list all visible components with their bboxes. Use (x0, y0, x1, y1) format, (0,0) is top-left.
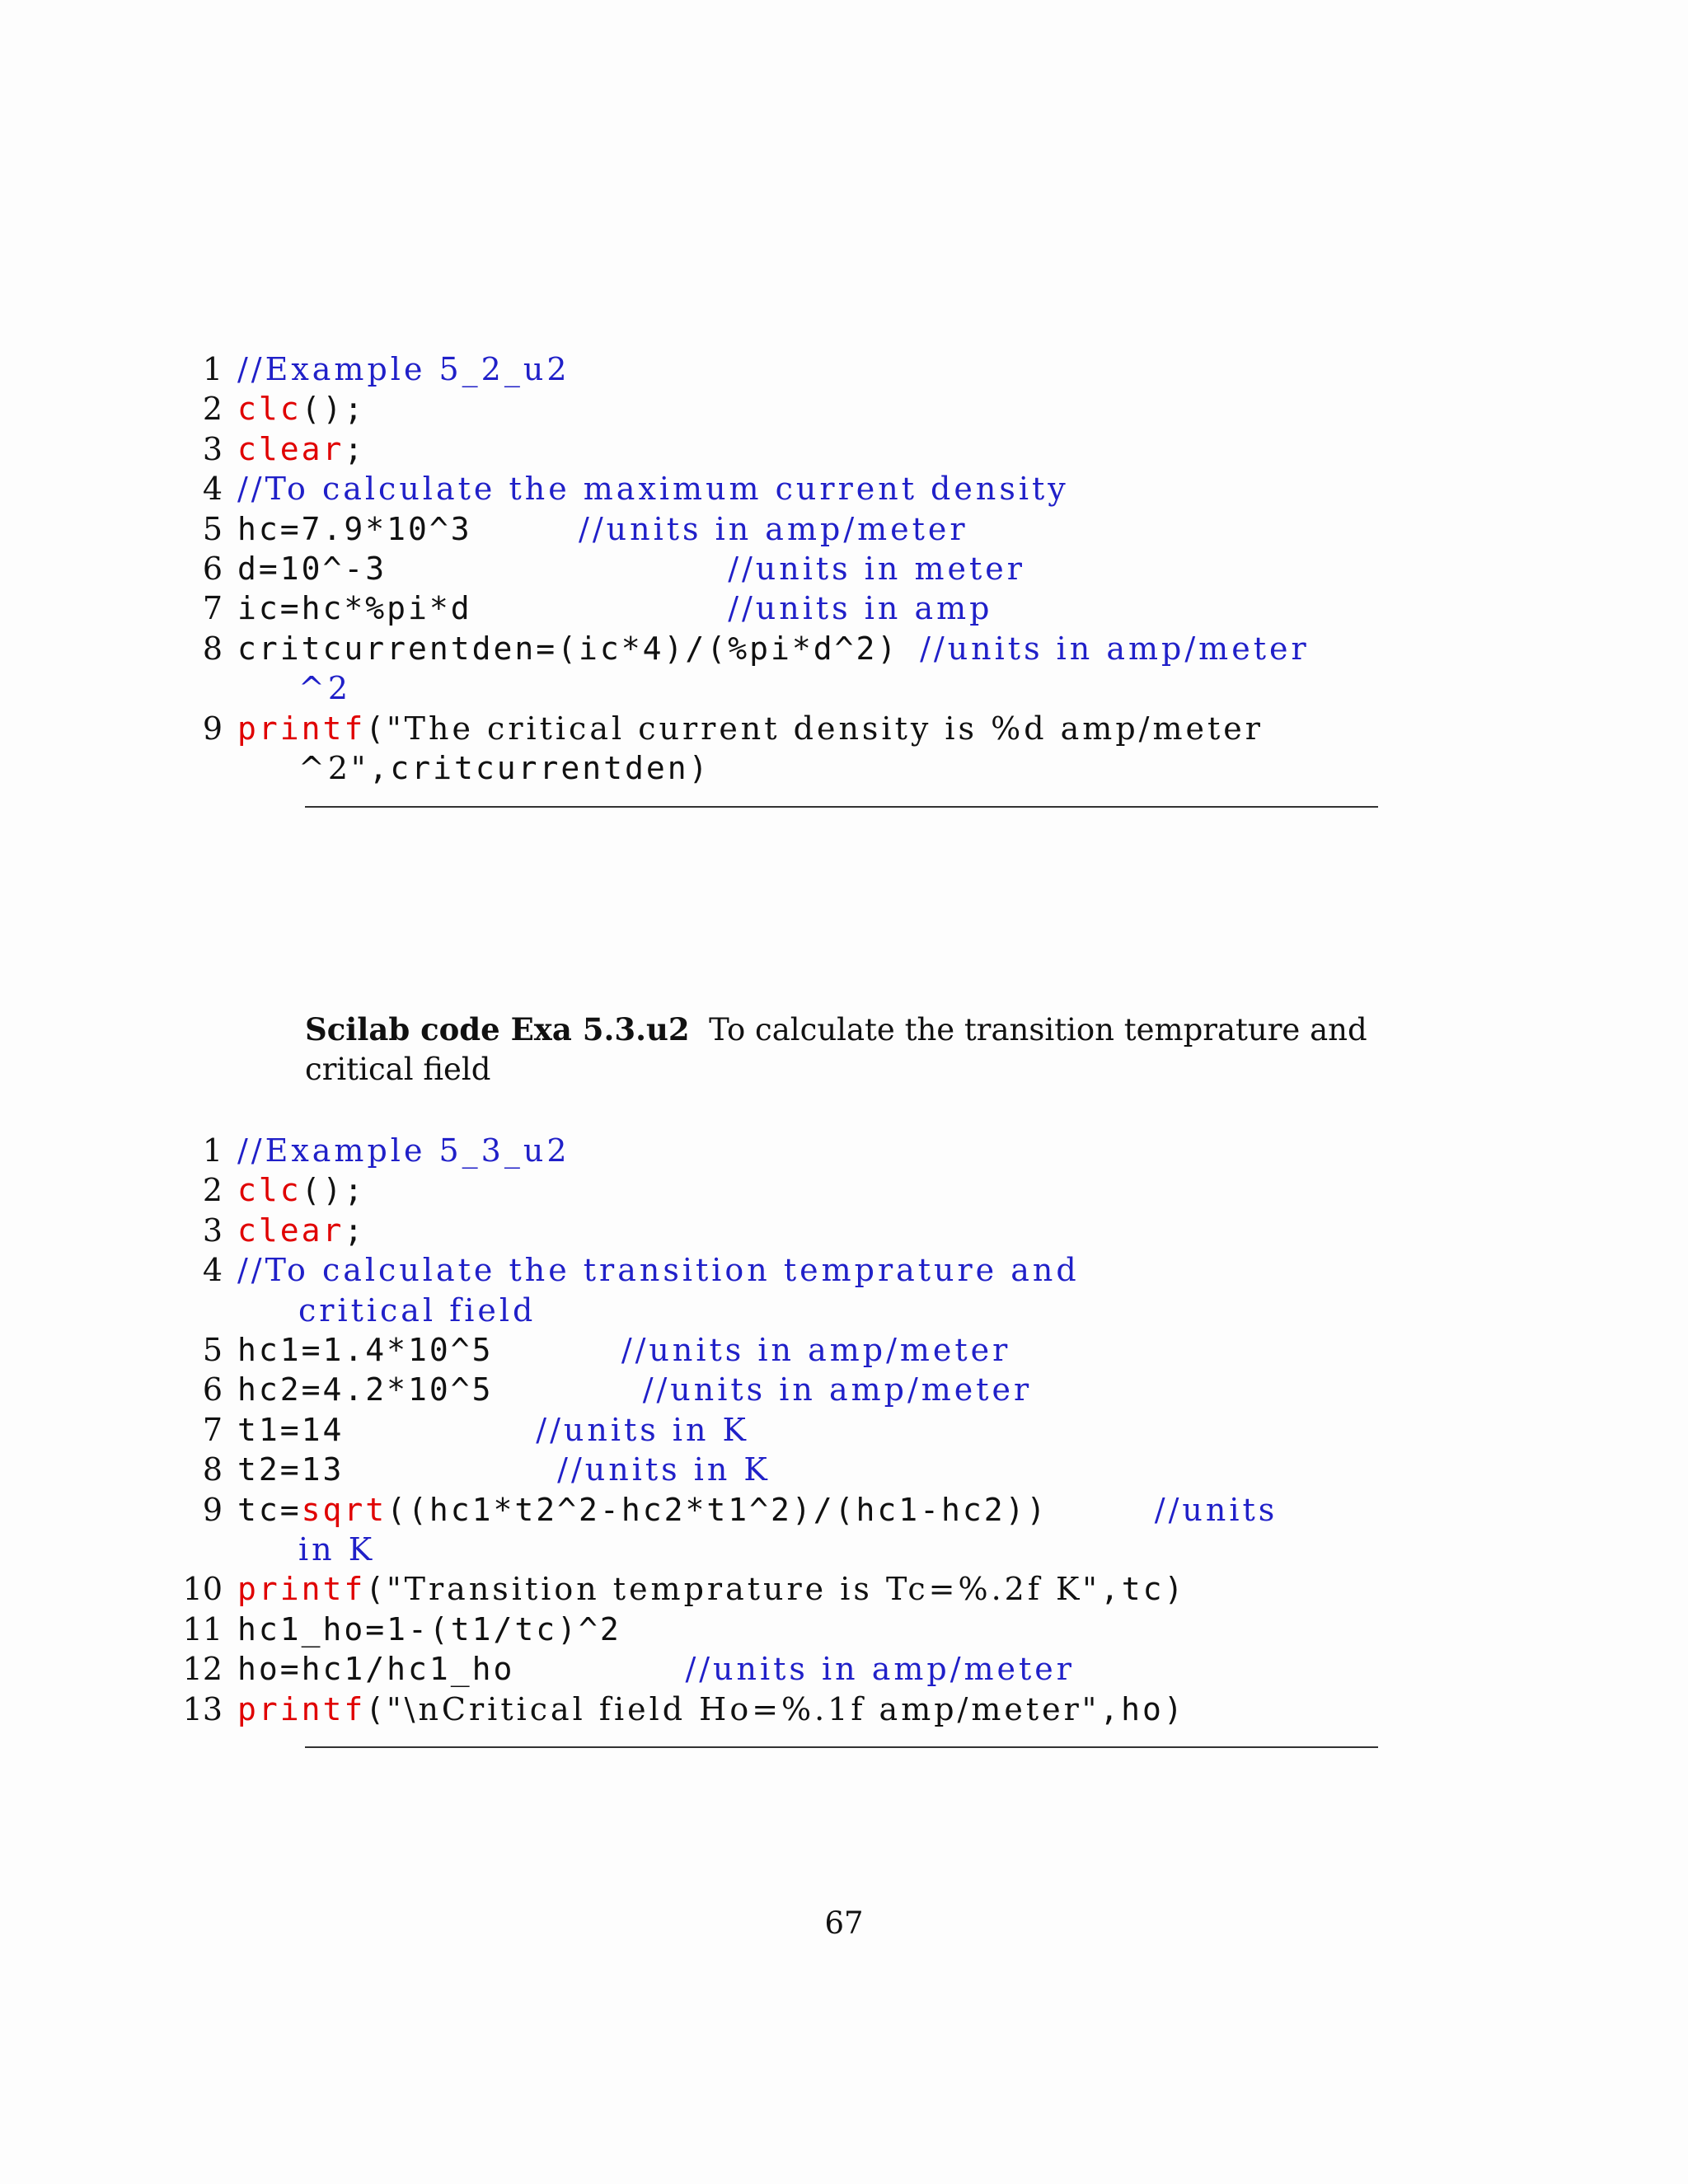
code-line (182, 1690, 1378, 1729)
code-line-continuation (237, 748, 1375, 788)
code-line (202, 709, 1378, 789)
code-comment: //To calculate the transition temprature and (237, 1252, 1080, 1289)
code-comment: //units in amp/meter (920, 630, 1310, 667)
code-keyword: clear (237, 1212, 345, 1249)
code-comment: //units in amp/meter (621, 1332, 1011, 1369)
code-text (237, 469, 1375, 509)
code-text (237, 1490, 1375, 1570)
code-comment: //units in amp (728, 590, 993, 627)
code-token: ( (365, 710, 387, 747)
code-token: hc1_ho=1-(t1/tc)^2 (237, 1610, 621, 1647)
code-token: ; (344, 430, 366, 467)
caption-label: Scilab code Exa 5.3.u2 (305, 1011, 690, 1047)
code-text (237, 1370, 1375, 1409)
listing-end-rule (305, 1746, 1378, 1748)
listing-end-rule (305, 806, 1378, 808)
code-comment: critical field (298, 1291, 537, 1329)
code-string: "\nCritical field Ho=%.1f amp/meter" (387, 1690, 1100, 1727)
code-text (237, 629, 1375, 709)
code-line-continuation (237, 1291, 1375, 1330)
code-text (237, 1450, 1375, 1489)
code-string: ^2" (298, 750, 369, 787)
code-text (237, 389, 1375, 429)
code-token: ((hc1*t2^2-hc2*t1^2)/(hc1-hc2)) (387, 1491, 1155, 1528)
code-comment: //Example 5_2_u2 (237, 351, 570, 387)
code-listing-5-3-u2 (182, 1131, 1378, 1729)
code-text (237, 1610, 1375, 1649)
code-line (202, 588, 1378, 628)
code-line (202, 1211, 1378, 1250)
line-number: 6 (202, 1371, 223, 1408)
code-line-continuation (237, 1530, 1375, 1569)
code-comment: //units in meter (728, 551, 1025, 588)
code-comment: //units in K (536, 1411, 749, 1448)
code-line (182, 1649, 1378, 1689)
line-number: 8 (202, 630, 223, 667)
code-keyword: printf (237, 1571, 366, 1608)
line-number: 5 (202, 1332, 223, 1369)
code-line (202, 1410, 1378, 1450)
line-number: 12 (182, 1651, 223, 1688)
code-comment: //units in amp/meter (642, 1371, 1033, 1408)
code-keyword: printf (237, 710, 366, 747)
code-comment: //units in amp/meter (685, 1651, 1075, 1688)
code-line (202, 549, 1378, 588)
code-token: ho=hc1/hc1_ho (237, 1651, 686, 1688)
code-text (237, 1250, 1375, 1330)
code-line (182, 1610, 1378, 1649)
code-keyword: clc (237, 391, 302, 428)
code-line (202, 1250, 1378, 1330)
line-number: 4 (202, 1252, 223, 1289)
code-string: "The critical current density is %d amp/meter (387, 710, 1264, 747)
code-token: (); (301, 391, 366, 428)
code-line (202, 1131, 1378, 1170)
code-token: critcurrentden=(ic*4)/(%pi*d^2) (237, 630, 921, 667)
code-line (202, 1370, 1378, 1409)
code-comment: //units in K (557, 1451, 771, 1488)
code-token: ( (365, 1571, 387, 1608)
code-token: tc= (237, 1491, 302, 1528)
code-token: t1=14 (237, 1411, 537, 1448)
code-keyword: clear (237, 430, 345, 467)
code-text (237, 588, 1375, 628)
line-number: 4 (202, 471, 223, 508)
line-number: 11 (182, 1610, 223, 1647)
line-number: 6 (202, 551, 223, 588)
line-number: 1 (202, 351, 223, 387)
code-token: ; (344, 1212, 366, 1249)
code-line (202, 389, 1378, 429)
line-number: 10 (182, 1571, 223, 1608)
code-line (202, 1450, 1378, 1489)
code-text (237, 349, 1375, 389)
code-text (237, 1170, 1375, 1210)
line-number: 7 (202, 590, 223, 627)
code-comment: in K (298, 1531, 376, 1568)
code-text (237, 509, 1375, 549)
line-number: 2 (202, 1172, 223, 1209)
line-number: 3 (202, 1212, 223, 1249)
code-comment: //To calculate the maximum current density (237, 471, 1069, 508)
line-number: 1 (202, 1132, 223, 1169)
code-token: (); (301, 1172, 366, 1209)
code-comment: //Example 5_3_u2 (237, 1132, 570, 1169)
listing-caption (305, 1010, 1378, 1090)
line-number: 5 (202, 510, 223, 547)
code-text (237, 1569, 1375, 1609)
code-text (237, 1649, 1375, 1689)
code-line-continuation (237, 668, 1375, 708)
code-token: hc=7.9*10^3 (237, 510, 579, 547)
line-number: 13 (182, 1690, 223, 1727)
code-line (202, 1330, 1378, 1370)
line-number: 8 (202, 1451, 223, 1488)
code-line (182, 1569, 1378, 1609)
code-line (202, 469, 1378, 509)
code-line (202, 1170, 1378, 1210)
code-line (202, 349, 1378, 389)
code-comment: //units (1154, 1491, 1278, 1528)
line-number: 7 (202, 1411, 223, 1448)
code-line (202, 429, 1378, 469)
caption-text: To calculate the transition temprature and critical field (305, 1012, 1367, 1087)
code-token: t2=13 (237, 1451, 558, 1488)
code-string: "Transition temprature is Tc=%.2f K" (387, 1571, 1100, 1608)
code-text (237, 1131, 1375, 1170)
code-keyword: printf (237, 1690, 366, 1727)
code-line (202, 629, 1378, 709)
code-token: ,critcurrentden) (368, 750, 710, 787)
line-number: 9 (202, 1491, 223, 1528)
code-text (237, 1410, 1375, 1450)
code-text (237, 1330, 1375, 1370)
line-number: 2 (202, 391, 223, 428)
code-comment: ^2 (298, 670, 352, 707)
code-keyword: clc (237, 1172, 302, 1209)
line-number: 9 (202, 710, 223, 747)
code-token: hc1=1.4*10^5 (237, 1332, 621, 1369)
code-token: ,ho) (1100, 1690, 1185, 1727)
code-text (237, 709, 1375, 789)
code-text (237, 1690, 1375, 1729)
line-number: 3 (202, 430, 223, 467)
code-token: ,tc) (1100, 1571, 1186, 1608)
code-line (202, 509, 1378, 549)
code-text (237, 549, 1375, 588)
code-keyword: sqrt (301, 1491, 387, 1528)
code-token: ( (365, 1690, 387, 1727)
code-listing-5-2-u2 (202, 349, 1378, 788)
code-token: ic=hc*%pi*d (237, 590, 729, 627)
code-token: d=10^-3 (237, 551, 729, 588)
code-token: hc2=4.2*10^5 (237, 1371, 643, 1408)
page-number: 67 (824, 1905, 864, 1941)
code-line (202, 1490, 1378, 1570)
code-text (237, 1211, 1375, 1250)
code-text (237, 429, 1375, 469)
code-comment: //units in amp/meter (579, 510, 968, 547)
